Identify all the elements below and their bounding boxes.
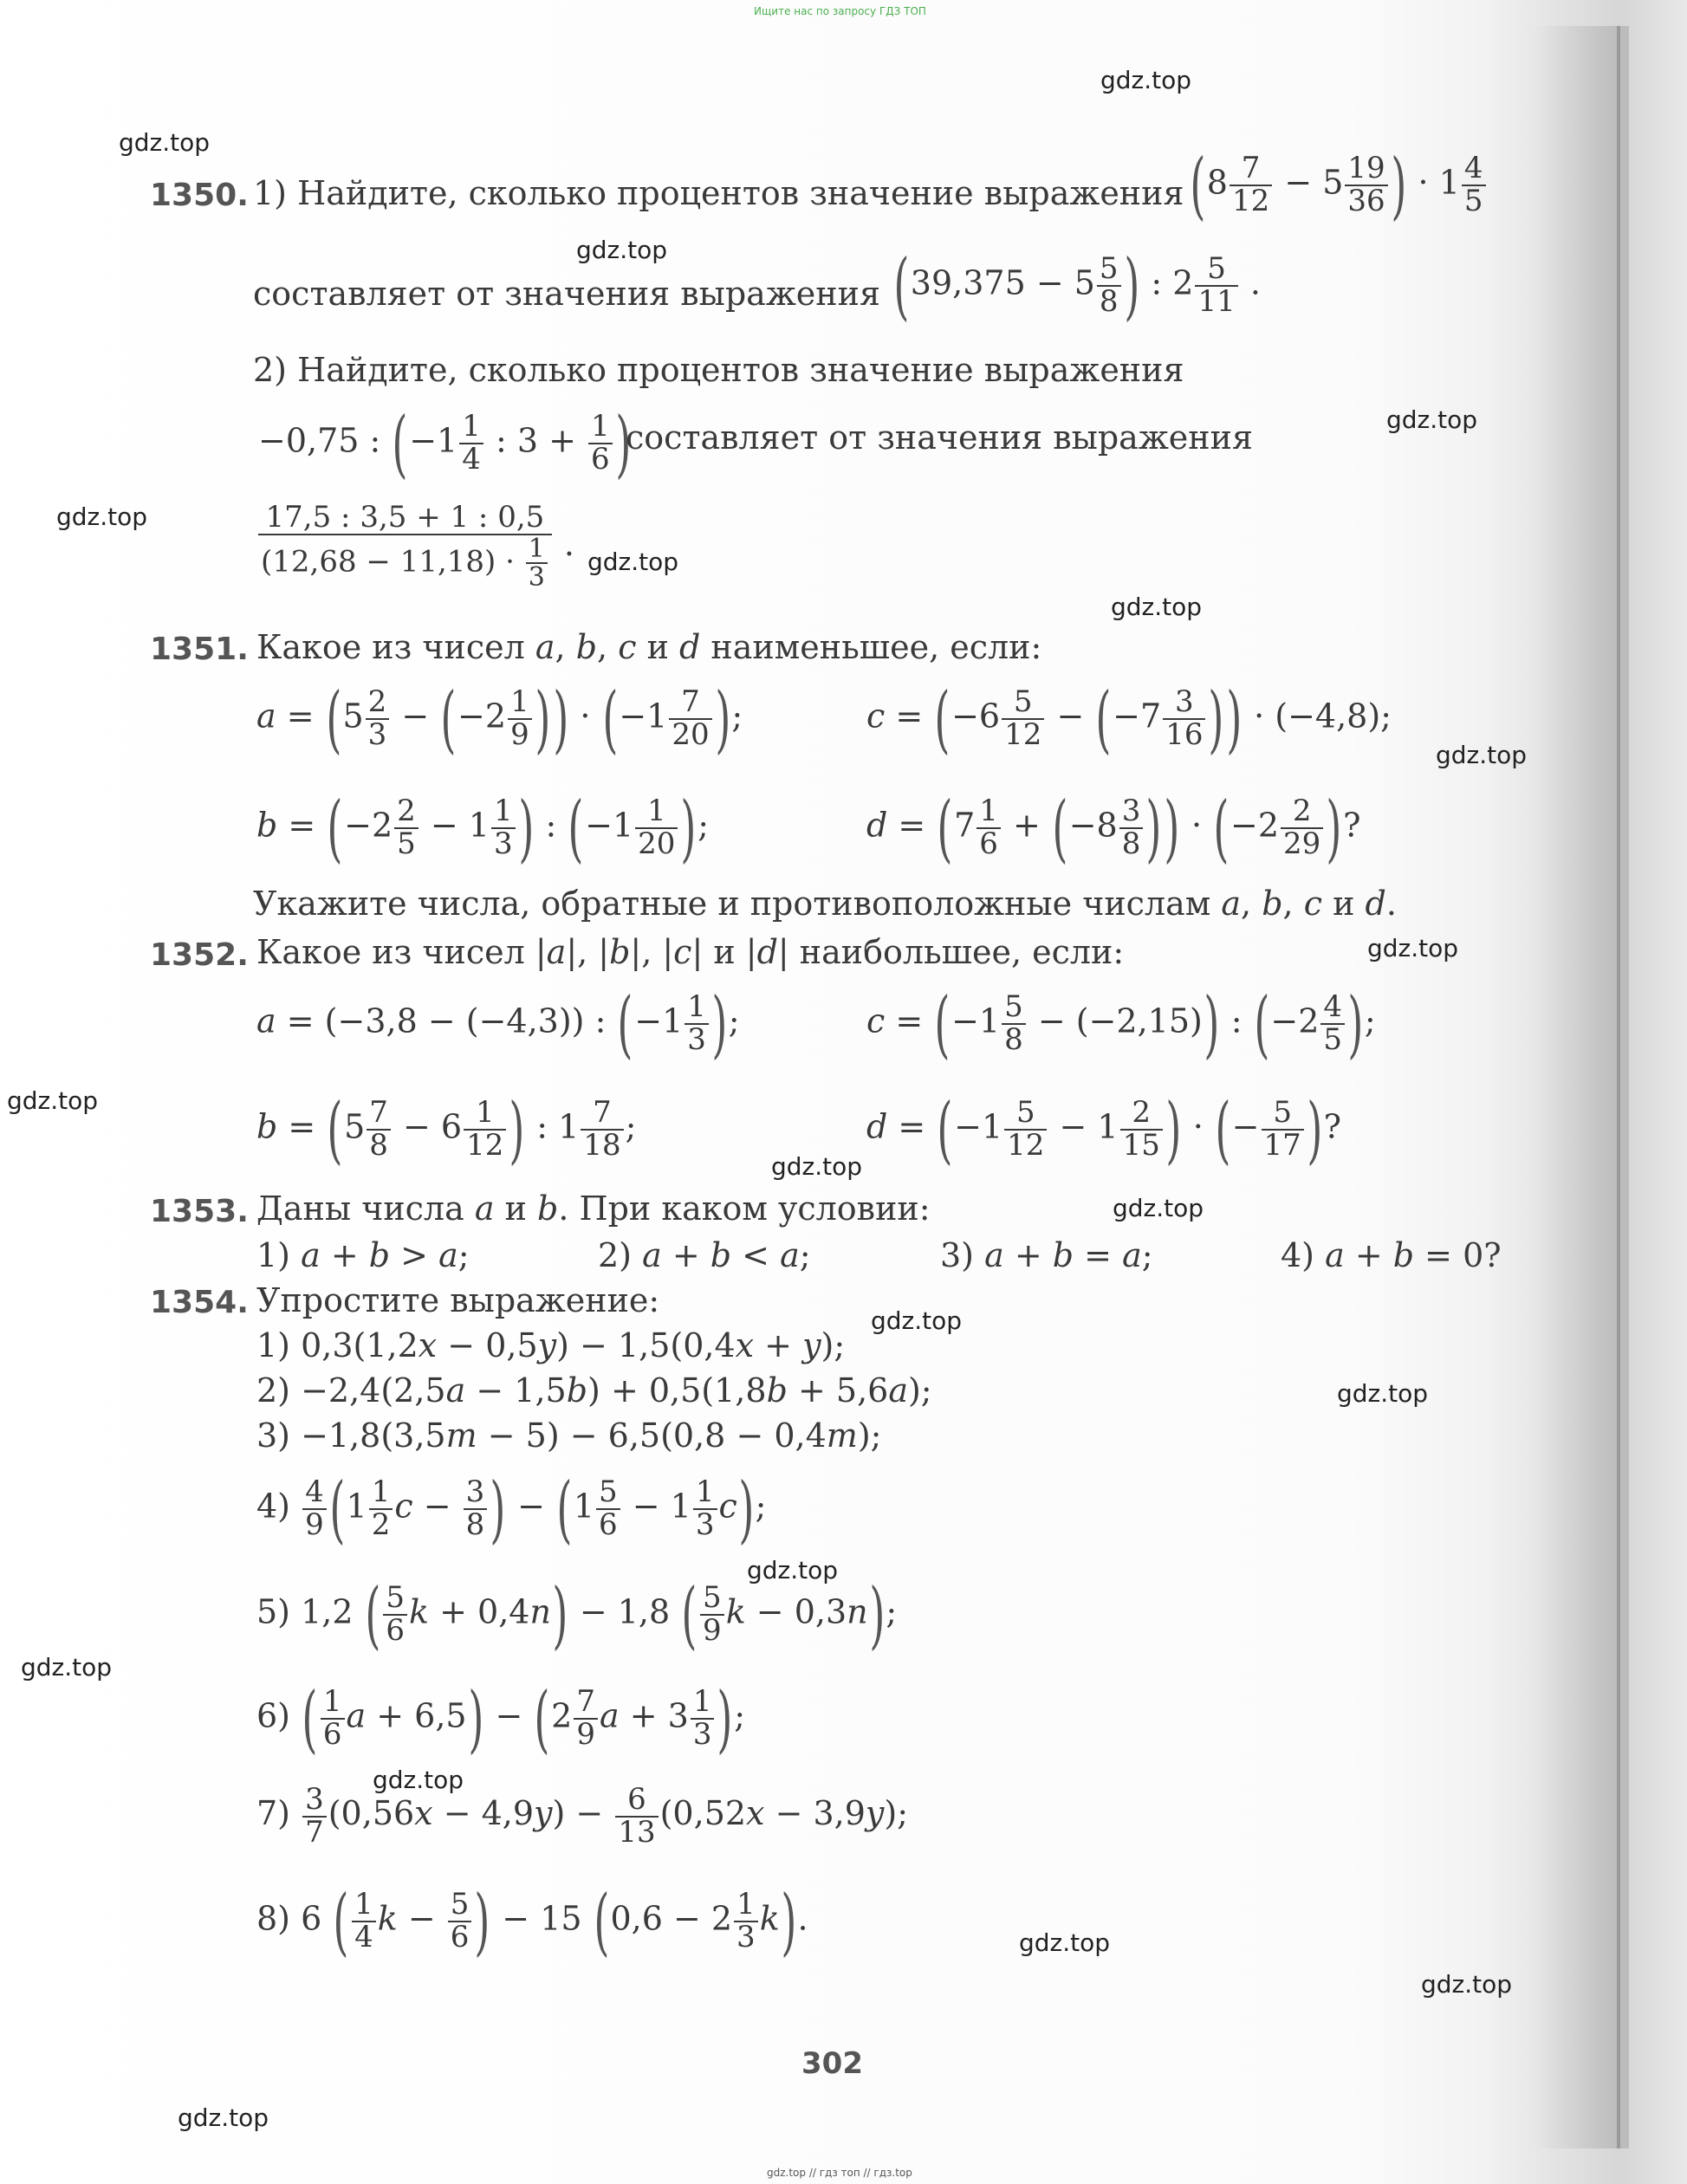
problem-text: 1) Найдите, сколько процентов значение выражения	[253, 174, 1184, 212]
page-number: 302	[801, 2046, 863, 2081]
question-end: наибольшее, если:	[799, 933, 1125, 971]
page-edge-shadow	[1534, 26, 1629, 2148]
question-end: . При каком условии:	[558, 1189, 931, 1228]
task-1: 1) 0,3(1,2x − 0,5y) − 1,5(0,4x + y);	[256, 1326, 846, 1364]
watermark: gdz.top	[1386, 405, 1478, 434]
math-expression-a: a = (5 $\frac{2}{3}$ − (−2 $\frac{1}{9}$ )) · (−1 $\frac{7}{20}$ );	[256, 677, 743, 761]
condition-1: 1) a + b > a;	[256, 1236, 470, 1274]
problem-number: 1353.	[150, 1194, 249, 1229]
math-expression-d: d = (7 $\frac{1}{6}$ + (−8 $\frac{3}{8}$ )) · (−2 $\frac{2}{29}$ )?	[866, 786, 1361, 871]
task-5: 5) 1,2 ( $\frac{5}{6}$ k + 0,4n) − 1,8 ( $\frac{5}{9}$ k − 0,3n);	[256, 1572, 898, 1657]
task-3: 3) −1,8(3,5m − 5) − 6,5(0,8 − 0,4m);	[256, 1416, 882, 1455]
note-text: Укажите числа, обратные и противоположные числам	[253, 885, 1211, 923]
page-edge-line	[1617, 26, 1620, 2148]
math-expression-c: c = (−6 $\frac{5}{12}$ − (−7 $\frac{3}{16}$ )) · (−4,8);	[866, 677, 1392, 761]
watermark: gdz.top	[119, 128, 211, 157]
problem-number: 1351.	[150, 632, 249, 667]
condition-4: 4) a + b = 0?	[1281, 1236, 1502, 1274]
watermark: gdz.top	[747, 1556, 839, 1585]
math-expression-d: d = (−1 $\frac{5}{12}$ − 1 $\frac{2}{15}$ ) · (− $\frac{5}{17}$ )?	[866, 1087, 1341, 1172]
watermark: gdz.top	[1337, 1379, 1429, 1408]
watermark: gdz.top	[178, 2103, 269, 2132]
watermark: gdz.top	[373, 1766, 464, 1794]
task-6: 6) ( $\frac{1}{6}$ a + 6,5) − (2 $\frac{7}{9}$ a + 3 $\frac{1}{3}$ );	[256, 1676, 746, 1761]
math-expression-b: b = (5 $\frac{7}{8}$ − 6 $\frac{1}{12}$ ) : 1 $\frac{7}{18}$ ;	[256, 1087, 637, 1172]
problem-text: составляет от значения выражения	[626, 418, 1253, 457]
watermark: gdz.top	[1436, 741, 1528, 769]
math-expression: −0,75 : (−1 $\frac{1}{4}$ : 3 + $\frac{1}{6}$ )	[258, 401, 632, 486]
question-text: Даны числа	[256, 1189, 464, 1228]
watermark: gdz.top	[1100, 66, 1192, 94]
watermark: gdz.top	[871, 1306, 963, 1335]
watermark: gdz.top	[1111, 593, 1203, 621]
math-expression-c: c = (−1 $\frac{5}{8}$ − (−2,15)) : (−2 $\frac{4}{5}$ );	[866, 982, 1376, 1066]
question-text: Какое из чисел	[256, 628, 525, 666]
watermark: gdz.top	[56, 502, 148, 531]
watermark: gdz.top	[1367, 934, 1459, 962]
math-expression: (39,375 − 5 $\frac{5}{8}$ ) : 2 $\frac{5}{11}$ .	[893, 243, 1261, 328]
problem-number: 1352.	[150, 937, 249, 973]
watermark: gdz.top	[771, 1152, 863, 1181]
question-text: Какое из чисел	[256, 933, 525, 971]
problem-text: составляет от значения выражения	[253, 275, 880, 313]
watermark: gdz.top	[576, 236, 668, 264]
math-expression-a: a = (−3,8 − (−4,3)) : (−1 $\frac{1}{3}$ );	[256, 982, 740, 1066]
problem-number: 1350.	[150, 178, 249, 213]
task-7: 7) $\frac{3}{7}$ (0,56x − 4,9y) − $\frac{6}{13}$ (0,52x − 3,9y);	[256, 1782, 909, 1850]
watermark: gdz.top	[7, 1086, 99, 1115]
math-expression: 17,5 : 3,5 + 1 : 0,5 (12,68 − 11,18) · $\frac{1}{3}$ .	[256, 502, 574, 592]
bottom-banner[interactable]: gdz.top // гдз топ // гдз.top	[767, 2167, 912, 2179]
problem-number: 1354.	[150, 1285, 249, 1320]
problem-question: Даны числа a и b. При каком условии:	[256, 1189, 931, 1228]
watermark: gdz.top	[587, 548, 679, 576]
top-banner[interactable]: Ищите нас по запросу ГДЗ ТОП	[754, 5, 926, 17]
problem-question: Какое из чисел |a|, |b|, |c| и |d| наибольшее, если:	[256, 933, 1125, 971]
watermark: gdz.top	[1421, 1970, 1513, 1999]
problem-note: Укажите числа, обратные и противоположные числам a, b, c и d.	[253, 885, 1397, 923]
watermark: gdz.top	[21, 1653, 113, 1682]
task-8: 8) 6 ( $\frac{1}{4}$ k − $\frac{5}{6}$ ) − 15 (0,6 − 2 $\frac{1}{3}$ k).	[256, 1879, 808, 1964]
task-2: 2) −2,4(2,5a − 1,5b) + 0,5(1,8b + 5,6a);	[256, 1371, 932, 1410]
problem-question: Какое из чисел a, b, c и d наименьшее, если:	[256, 628, 1042, 666]
condition-3: 3) a + b = a;	[940, 1236, 1153, 1274]
problem-question: Упростите выражение:	[256, 1281, 660, 1319]
task-4: 4) $\frac{4}{9}$ (1 $\frac{1}{2}$ c − $\frac{3}{8}$ ) − (1 $\frac{5}{6}$ − 1 $\frac{1}{3}$ c);	[256, 1467, 767, 1552]
condition-2: 2) a + b < a;	[598, 1236, 811, 1274]
watermark: gdz.top	[1019, 1928, 1111, 1957]
problem-text: 2) Найдите, сколько процентов значение выражения	[253, 351, 1184, 389]
math-expression: (8 $\frac{7}{12}$ − 5 $\frac{19}{36}$ ) · 1 $\frac{4}{5}$	[1189, 149, 1488, 222]
math-expression-b: b = (−2 $\frac{2}{5}$ − 1 $\frac{1}{3}$ ) : (−1 $\frac{1}{20}$ );	[256, 786, 710, 871]
watermark: gdz.top	[1113, 1194, 1204, 1222]
question-end: наименьшее, если:	[710, 628, 1042, 666]
